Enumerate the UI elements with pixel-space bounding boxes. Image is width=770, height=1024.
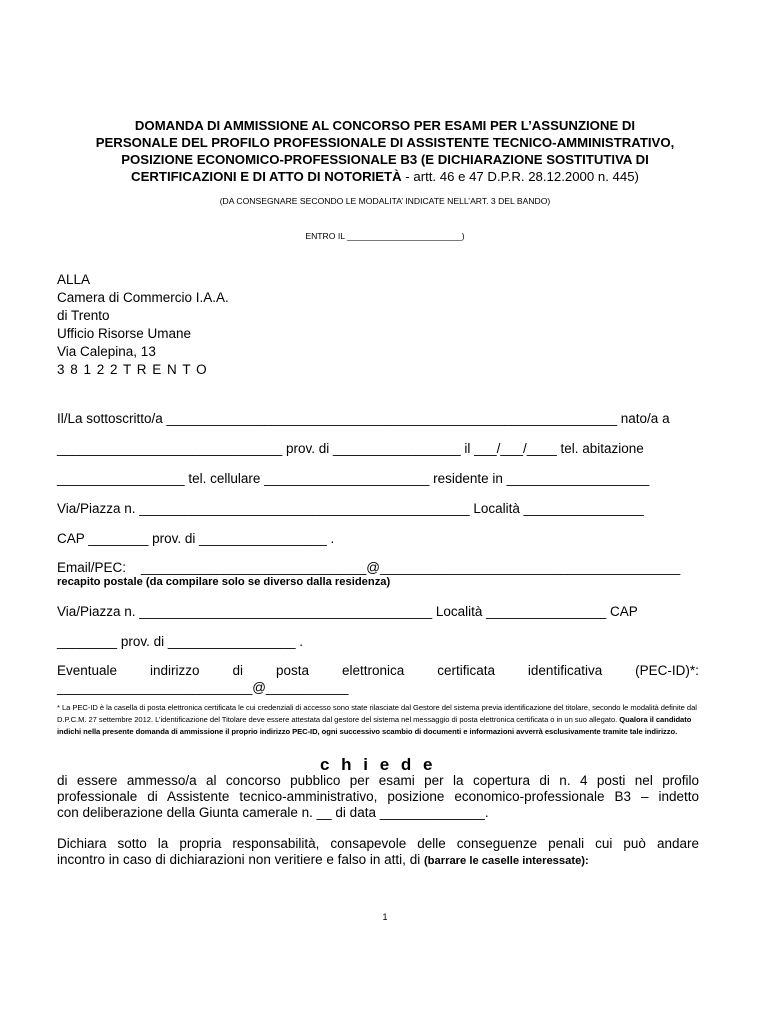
postal-address-heading: recapito postale (da compilare solo se diverso dalla residenza) [57,576,391,588]
paragraph-line: professionale di Assistente tecnico-amministrativo, posizione economico-professionale B3 – indetto [57,789,699,804]
phone-residence-line[interactable]: _________________ tel. cellulare ______________________ residente in ___________________ [57,471,650,486]
delivery-note: (DA CONSEGNARE SECONDO LE MODALITA’ INDICATE NELL’ART. 3 DEL BANDO) [219,196,551,206]
footnote-bold-text: Qualora il candidato indichi nella presente domanda di ammissione il proprio indirizzo PEC-ID, ogni successivo scambio di documenti e informazioni avverrà esclusivamente tramite tale indirizzo. [57,715,692,736]
declaration-text: incontro in caso di dichiarazioni non veritiere e falso in atti, di [57,852,424,867]
title-line: PERSONALE DEL PROFILO PROFESSIONALE DI ASSISTENTE TECNICO-AMMINISTRATIVO, [95,135,675,150]
email-pec-line[interactable]: Email/PEC: ______________________________@________________________________________ [57,560,681,575]
pec-word: certificata [437,663,495,678]
pec-id-field[interactable]: __________________________@___________ [57,680,349,695]
paragraph-line: di essere ammesso/a al concorso pubblico per esami per la copertura di n. 4 posti nel profilo [57,773,699,788]
page-number: 1 [382,912,388,922]
title-normal-part: - artt. 46 e 47 D.P.R. 28.12.2000 n. 445) [401,169,639,184]
checkbox-instruction: (barrare le caselle interessate): [423,855,589,867]
pec-word: identificativa [527,663,603,678]
address-line: di Trento [57,308,110,323]
pec-word: (PEC-ID)*: [635,663,699,678]
title-line [70,168,700,185]
address-line: 3 8 1 2 2 T R E N T O [57,362,208,377]
document-title [70,117,700,185]
title-bold-part: CERTIFICAZIONI E DI ATTO DI NOTORIETÀ [131,169,402,184]
pec-word: posta [275,663,309,678]
footnote-text: * La PEC-ID è la casella di posta elettronica certificata le cui credenziali di accesso sono state rilasciate dal Gestore del sistema previa identificazione del titolare, secondo le modalità definite dal D.P.C.M. 27 settembre 2012. L’identificazione del Titolare deve essere attestata dal gestore del sistema nel messaggio di posta elettronica certificata o in un suo allegato. [57,703,697,724]
recipient-address [57,271,357,379]
address-line: Camera di Commercio I.A.A. [57,290,229,305]
address-line: ALLA [57,272,91,287]
pec-word: Eventuale [57,663,118,678]
paragraph-line[interactable]: con deliberazione della Giunta camerale n. __ di data ______________. [57,805,489,820]
pec-id-label-line [57,662,699,679]
address-line: Ufficio Risorse Umane [57,326,192,341]
pec-word: elettronica [341,663,405,678]
postal-province-line[interactable]: ________ prov. di _________________ . [57,634,303,649]
birth-details-line[interactable]: ______________________________ prov. di _________________ il ___/___/____ tel. abitazione [57,441,644,456]
applicant-name-line[interactable]: Il/La sottoscritto/a ____________________________________________________________ nato/a a [57,411,670,426]
pec-word: indirizzo [150,663,200,678]
title-line: DOMANDA DI AMMISSIONE AL CONCORSO PER ESAMI PER L’ASSUNZIONE DI [134,118,636,133]
declaration-paragraph [57,836,699,869]
postal-street-line[interactable]: Via/Piazza n. _______________________________________ Località ________________ CAP [57,604,638,619]
paragraph-line [57,852,699,869]
request-paragraph [57,773,699,821]
section-heading-chiede: c h i e d e [320,755,436,774]
address-line: Via Calepina, 13 [57,344,156,359]
pec-footnote [57,702,699,738]
pec-word: di [232,663,243,678]
paragraph-line: Dichiara sotto la propria responsabilità, consapevole delle conseguenze penali cui può andare [57,836,699,851]
title-line: POSIZIONE ECONOMICO-PROFESSIONALE B3 (E DICHIARAZIONE SOSTITUTIVA DI [121,152,649,167]
postcode-province-line[interactable]: CAP ________ prov. di _________________ . [57,531,335,546]
deadline-field[interactable]: ENTRO IL ________________________) [305,231,465,241]
street-locality-line[interactable]: Via/Piazza n. ____________________________________________ Località ________________ [57,501,644,516]
